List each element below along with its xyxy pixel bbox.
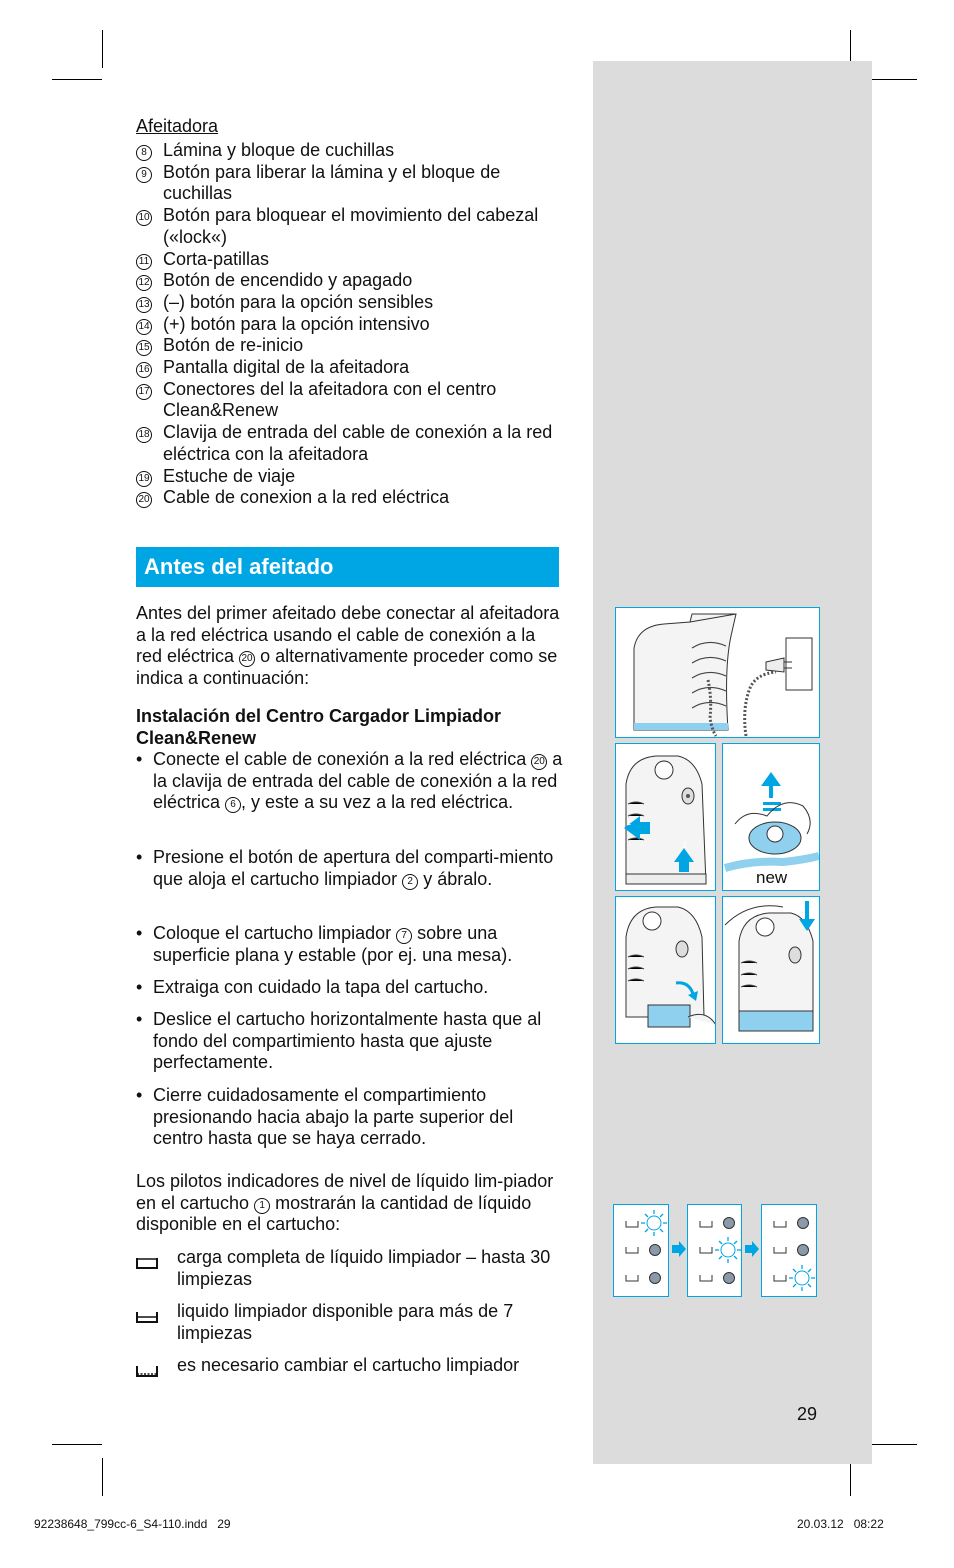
- parts-list-item: [136, 270, 566, 292]
- figure-insert-cartridge: [615, 896, 716, 1044]
- section-header: [136, 547, 559, 587]
- legend-replace: es necesario cambiar el cartucho limpiador: [136, 1355, 564, 1383]
- parts-heading: Afeitadora: [136, 116, 219, 136]
- parts-list-item: [136, 140, 566, 162]
- parts-list-label: Pantalla digital de la afeitadora: [163, 357, 410, 378]
- bullet-item: • Conecte el cable de conexión a la red eléctrica 20 a la clavija de entrada del cable de conexión a la red eléctrica 6 , y este a su vez a la red eléctrica.: [136, 749, 563, 813]
- bullet-item: • Extraiga con cuidado la tapa del cartucho.: [136, 977, 489, 997]
- parts-list-item: [136, 249, 566, 271]
- parts-list-item: [136, 487, 566, 509]
- parts-list-label: Conectores del la afeitadora con el centro Clean&Renew: [163, 378, 497, 421]
- ref-number: 8: [136, 145, 152, 161]
- parts-list-label: Corta-patillas: [163, 248, 270, 269]
- cartridge-empty-icon: [136, 1355, 177, 1383]
- crop-mark: [867, 79, 917, 80]
- figure-open-compartment: [615, 743, 716, 891]
- bullet-item: • Coloque el cartucho limpiador 7 sobre una superficie plana y estable (por ej. una mesa).: [136, 923, 513, 965]
- parts-list-item: [136, 205, 566, 248]
- led-indicator-empty: [761, 1204, 817, 1297]
- section-title: Antes del afeitado: [144, 554, 334, 579]
- led-indicator-full: [613, 1204, 669, 1297]
- parts-list-label: (+) botón para la opción intensivo: [163, 313, 430, 334]
- crop-mark: [52, 79, 102, 80]
- install-heading: Instalación del Centro Cargador Limpiador Clean&Renew: [136, 706, 502, 748]
- ref-number: 17: [136, 384, 152, 400]
- ref-number: 20: [136, 492, 152, 508]
- parts-list-item: [136, 466, 566, 488]
- led-indicator-half: [687, 1204, 742, 1297]
- bullet-item: • Presione el botón de apertura del comparti-miento que aloja el cartucho limpiador 2 y ábralo.: [136, 847, 554, 889]
- bullet-item: • Deslice el cartucho horizontalmente hasta que al fondo del compartimiento hasta que ajuste perfectamente.: [136, 1009, 542, 1073]
- ref-number: 19: [136, 471, 152, 487]
- levels-intro: Los pilotos indicadores de nivel de líquido lim-piador en el cartucho 1 mostrarán la cantidad de líquido disponible en el cartucho:: [136, 1171, 554, 1235]
- parts-list-label: Clavija de entrada del cable de conexión a la red eléctrica con la afeitadora: [163, 422, 553, 464]
- parts-list-item: [136, 357, 566, 379]
- parts-list-label: Botón de re-inicio: [163, 335, 304, 356]
- crop-mark: [102, 1458, 103, 1496]
- ref-number: 18: [136, 427, 152, 443]
- parts-list-item: [136, 162, 566, 205]
- ref-number: 9: [136, 167, 152, 183]
- parts-list-label: Botón de encendido y apagado: [163, 270, 413, 291]
- crop-mark: [867, 1444, 917, 1445]
- ref-number: 20: [531, 754, 547, 770]
- parts-list-item: [136, 314, 566, 336]
- figure-connect-cable: [615, 607, 820, 738]
- parts-list-label: Lámina y bloque de cuchillas: [163, 140, 395, 160]
- parts-list-label: Botón para liberar la lámina y el bloque de cuchillas: [163, 161, 501, 204]
- ref-number: 20: [239, 651, 255, 667]
- new-label: new: [756, 868, 788, 887]
- legend-full: carga completa de líquido limpiador – hasta 30 limpiezas: [136, 1247, 564, 1290]
- arrow-right-icon: [671, 1241, 687, 1257]
- ref-number: 13: [136, 297, 152, 313]
- ref-number: 15: [136, 340, 152, 356]
- ref-number: 2: [402, 874, 418, 890]
- ref-number: 14: [136, 319, 152, 335]
- intro-text-cont: o alternativamente proceder como se indica a continuación:: [136, 646, 558, 689]
- ref-number: 16: [136, 362, 152, 378]
- parts-list-label: Botón para bloquear el movimiento del cabezal («lock«): [163, 205, 539, 247]
- parts-list: [136, 140, 566, 509]
- ref-number: 10: [136, 210, 152, 226]
- legend-more7: liquido limpiador disponible para más de 7 limpiezas: [136, 1301, 564, 1344]
- ref-number: 11: [136, 254, 152, 270]
- figure-close-compartment: [722, 896, 820, 1044]
- intro-paragraph: [136, 603, 564, 690]
- arrow-label: 2: [682, 840, 688, 850]
- arrow-label: 1: [626, 817, 632, 827]
- ref-number: 12: [136, 275, 152, 291]
- ref-number: 1: [254, 1198, 270, 1214]
- parts-list-label: Estuche de viaje: [163, 465, 296, 486]
- ref-number: 6: [225, 797, 241, 813]
- parts-list-item: [136, 292, 566, 314]
- parts-list-label: Cable de conexion a la red eléctrica: [163, 487, 450, 508]
- page-number: 29: [797, 1404, 818, 1424]
- parts-list-item: [136, 379, 566, 422]
- bullet-item: • Cierre cuidadosamente el compartimiento presionando hacia abajo la parte superior del centro hasta que se haya cerrado.: [136, 1085, 514, 1149]
- cartridge-half-icon: [136, 1301, 177, 1344]
- parts-list-item: [136, 335, 566, 357]
- crop-mark: [52, 1444, 102, 1445]
- arrow-right-icon: [744, 1241, 760, 1257]
- intro-text: Antes del primer afeitado debe conectar al afeitadora a la red eléctrica usando el cable de conexión a la red eléctrica: [136, 603, 560, 667]
- crop-mark: [102, 30, 103, 68]
- ref-number: 7: [396, 928, 412, 944]
- parts-list-label: (–) botón para la opción sensibles: [163, 291, 434, 312]
- figure-new-cartridge: [722, 743, 820, 891]
- parts-list-item: [136, 422, 566, 465]
- cartridge-full-icon: [136, 1247, 177, 1290]
- footer-file-info: 92238648_799cc-6_S4-110.indd 29: [34, 1517, 231, 1531]
- footer-date: 20.03.12 08:22: [797, 1517, 884, 1531]
